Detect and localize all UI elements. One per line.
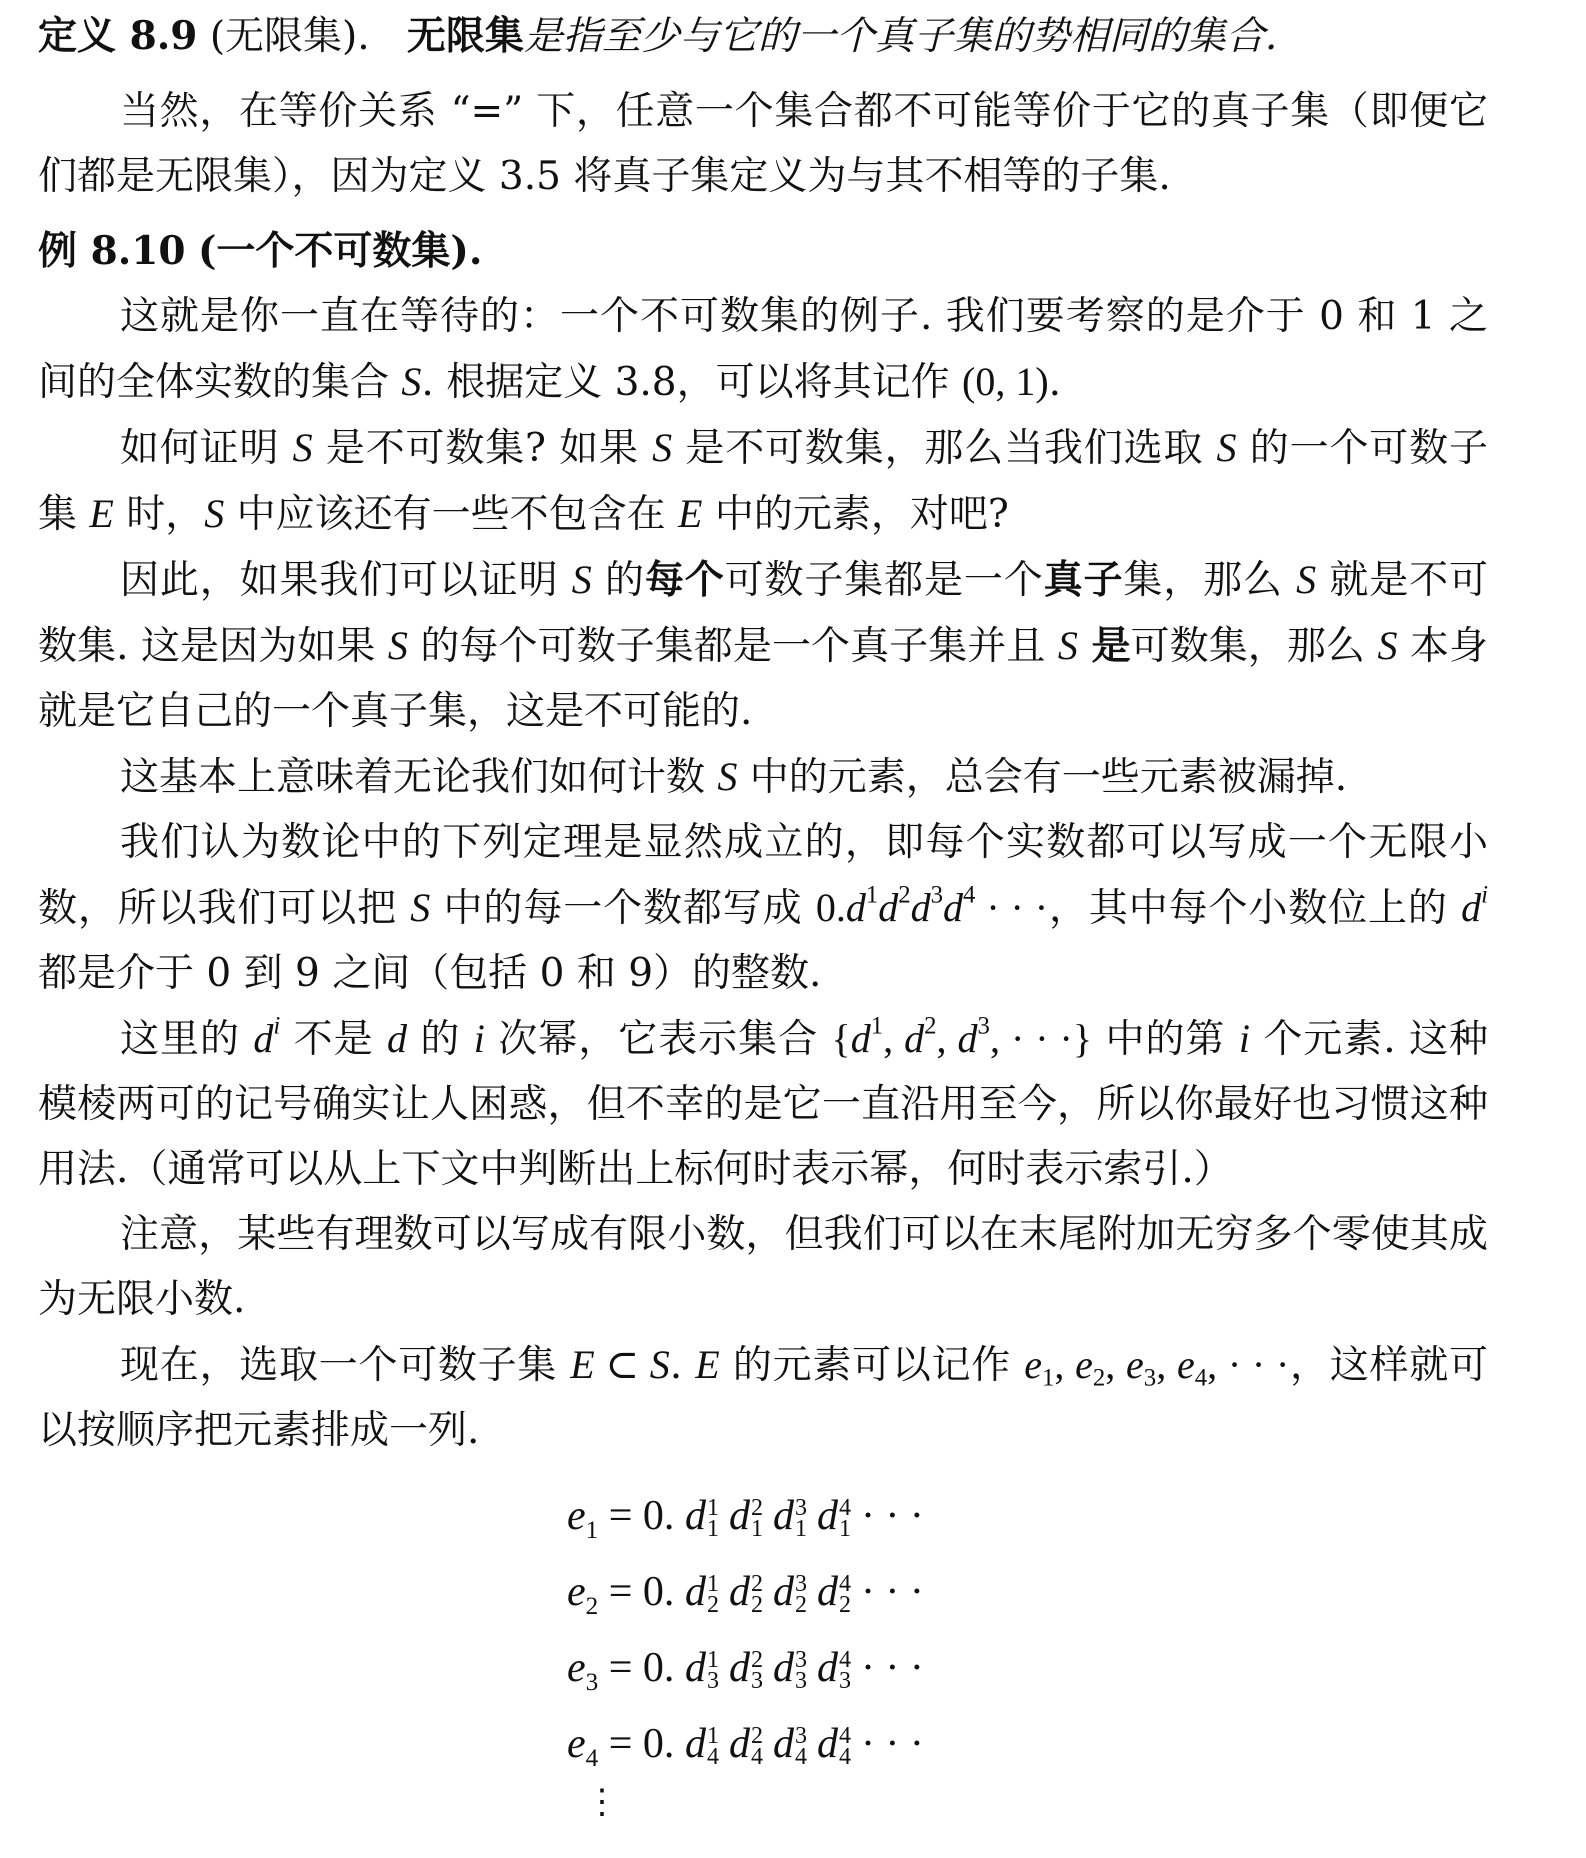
- math-S: S: [717, 754, 738, 799]
- math-S: S: [292, 425, 313, 470]
- equation-ellipsis: · · ·: [860, 1569, 924, 1615]
- digit-term: d 2 2: [728, 1569, 763, 1619]
- text: . 根据定义 3.8，可以将其记作: [421, 360, 963, 405]
- math-d-i: $d^i$: [1461, 881, 1488, 930]
- text: 的每个可数子集都是一个真子集并且: [407, 624, 1058, 669]
- math-E: E: [89, 491, 114, 536]
- definition-body: 是指至少与它的一个真子集的势相同的集合.: [523, 14, 1278, 59]
- digit-term: d 2 4: [728, 1721, 763, 1771]
- digit-term: d 3 4: [772, 1721, 807, 1771]
- math-d: d: [386, 1016, 407, 1061]
- text: 中的元素，对吧?: [702, 492, 1009, 537]
- text: 中的每一个数都写成: [430, 886, 816, 931]
- math-S: S: [652, 425, 673, 470]
- definition-title: (无限集).: [209, 14, 370, 59]
- paragraph-uncountable-intro: [38, 284, 1488, 415]
- text: 的: [406, 1017, 474, 1062]
- text: 中的第: [1092, 1017, 1239, 1062]
- text: 的一个可数子集: [38, 426, 1488, 537]
- equation-lhs: $e_4$: [567, 1721, 599, 1772]
- definition-term: 无限集: [406, 13, 524, 59]
- equation-rhs: = 0.: [598, 1493, 685, 1539]
- digit-term: d 1 4: [684, 1721, 719, 1771]
- text: 是不可数集，那么当我们选取: [672, 426, 1217, 471]
- digit-term: d 3 3: [772, 1645, 807, 1695]
- equation-rhs: = 0.: [598, 1569, 685, 1615]
- equation-lhs: $e_2$: [567, 1569, 599, 1620]
- equation-row: [567, 1706, 1167, 1782]
- example-heading: [38, 219, 1488, 284]
- text: 都是介于 0 到 9 之间（包括 0 和 9）的整数.: [38, 951, 822, 996]
- emphasis-text: 是: [1077, 623, 1131, 669]
- definition-label: 定义 8.9: [38, 13, 198, 59]
- text: 如何证明: [120, 426, 293, 471]
- text: 就是不可数集. 这是因为如果: [38, 558, 1488, 669]
- equation-row: [567, 1630, 1167, 1706]
- text: 本身就是它自己的一个真子集，这是不可能的.: [38, 624, 1489, 734]
- definition-8-9: [38, 4, 1488, 69]
- text: 个元素. 这种模棱两可的记号确实让人困惑，但不幸的是它一直沿用至今，所以你最好也习惯这种用法.（通常可以从上下文中判断出上标何时表示幂，何时表示索引.）: [38, 1017, 1489, 1192]
- paragraph-countable-subset: [38, 1332, 1488, 1463]
- math-S: S: [204, 491, 225, 536]
- text: ，其中每个小数位上的: [1048, 886, 1462, 931]
- digit-term: d 2 3: [728, 1645, 763, 1695]
- math-subset: E ⊂ S: [570, 1342, 670, 1387]
- example-title: (一个不可数集).: [197, 228, 483, 274]
- text: 现在，选取一个可数子集: [120, 1343, 571, 1388]
- equation-ellipsis: · · ·: [860, 1721, 924, 1767]
- text: ，这样就可以按顺序把元素排成一列.: [38, 1343, 1489, 1453]
- math-S: S: [1296, 557, 1317, 602]
- equation-ellipsis: · · ·: [860, 1645, 924, 1691]
- text: 中的元素，总会有一些元素被漏掉.: [737, 755, 1348, 800]
- math-decimal: $0.d^1d^2d^3d^4$ · · ·: [815, 881, 1049, 930]
- text: 这基本上意味着无论我们如何计数: [120, 755, 718, 800]
- text: 次幂，它表示集合: [484, 1017, 832, 1062]
- text: .: [1048, 360, 1062, 405]
- text: 时，: [113, 492, 205, 537]
- equation-lhs: $e_3$: [567, 1645, 599, 1696]
- display-equations: [567, 1478, 1167, 1782]
- emphasis-text: 每个: [644, 557, 725, 603]
- digit-term: d 3 1: [772, 1493, 807, 1543]
- paragraph-therefore: [38, 547, 1488, 744]
- text: 我们认为数论中的下列定理是显然成立的，即每个实数都可以写成一个无限小数，所以我们可以把: [38, 820, 1488, 931]
- digit-term: d 4 3: [816, 1645, 851, 1695]
- digit-term: d 3 2: [772, 1569, 807, 1619]
- math-S: S: [401, 359, 422, 404]
- math-i: i: [473, 1016, 485, 1061]
- equation-rhs: = 0.: [598, 1645, 685, 1691]
- math-set: {$d^1$, $d^2$, $d^3$, · · ·}: [831, 1012, 1093, 1061]
- math-E: E: [678, 491, 703, 536]
- paragraph-notation: [38, 1006, 1488, 1202]
- math-E: E: [695, 1342, 720, 1387]
- equation-row: [567, 1554, 1167, 1630]
- equation-row: [567, 1478, 1167, 1554]
- math-S: S: [1216, 425, 1237, 470]
- text: 中应该还有一些不包含在: [224, 492, 679, 537]
- text: 注意，某些有理数可以写成有限小数，但我们可以在末尾附加无穷多个零使其成为无限小数.: [38, 1212, 1488, 1322]
- math-sequence: $e_1$, $e_2$, $e_3$, $e_4$, · · ·: [1024, 1342, 1290, 1392]
- remark-paragraph: [38, 79, 1488, 209]
- math-S: S: [387, 623, 408, 668]
- digit-term: d 4 4: [816, 1721, 851, 1771]
- text: 这里的: [120, 1017, 254, 1062]
- digit-term: d 4 2: [816, 1569, 851, 1619]
- text: 不是: [280, 1017, 387, 1062]
- text: 是不可数集? 如果: [312, 426, 653, 471]
- math-i: i: [1238, 1016, 1250, 1061]
- document-body: [38, 4, 1488, 1463]
- math-S: S: [1057, 623, 1078, 668]
- text: 这就是你一直在等待的：一个不可数集的例子. 我们要考察的是介于 0 和 1 之间的全体实数的集合: [38, 294, 1488, 405]
- text: 因此，如果我们可以证明: [120, 558, 572, 603]
- paragraph-decimal-expansion: [38, 810, 1488, 1006]
- digit-term: d 1 3: [684, 1645, 719, 1695]
- example-label: 例 8.10: [38, 228, 186, 274]
- vertical-ellipsis: ⋮: [585, 1782, 619, 1822]
- math-S: S: [410, 885, 431, 930]
- emphasis-text: 真子: [1043, 557, 1124, 603]
- equation-rhs: = 0.: [598, 1721, 685, 1767]
- text: 可数子集都是一个: [724, 558, 1044, 603]
- digit-term: d 1 1: [684, 1493, 719, 1543]
- text: 的: [591, 558, 645, 603]
- paragraph-counting: [38, 744, 1488, 810]
- equation-ellipsis: · · ·: [860, 1493, 924, 1539]
- math-S: S: [571, 557, 592, 602]
- remark-text: 当然，在等价关系 “=” 下，任意一个集合都不可能等价于它的真子集（即便它们都是无限集），因为定义 3.5 将真子集定义为与其不相等的子集.: [38, 89, 1488, 199]
- text: .: [669, 1343, 696, 1388]
- text: 的元素可以记作: [719, 1343, 1025, 1388]
- digit-term: d 2 1: [728, 1493, 763, 1543]
- digit-term: d 4 1: [816, 1493, 851, 1543]
- math-S: S: [1377, 623, 1398, 668]
- text: 集，那么: [1123, 558, 1297, 603]
- paragraph-finite-decimals: [38, 1202, 1488, 1332]
- math-interval: (0, 1): [962, 359, 1049, 404]
- math-d-i: $d^i$: [253, 1012, 281, 1061]
- equation-lhs: $e_1$: [567, 1493, 599, 1544]
- paragraph-how-to-prove: [38, 415, 1488, 547]
- digit-term: d 1 2: [684, 1569, 719, 1619]
- text: 可数集，那么: [1130, 624, 1378, 669]
